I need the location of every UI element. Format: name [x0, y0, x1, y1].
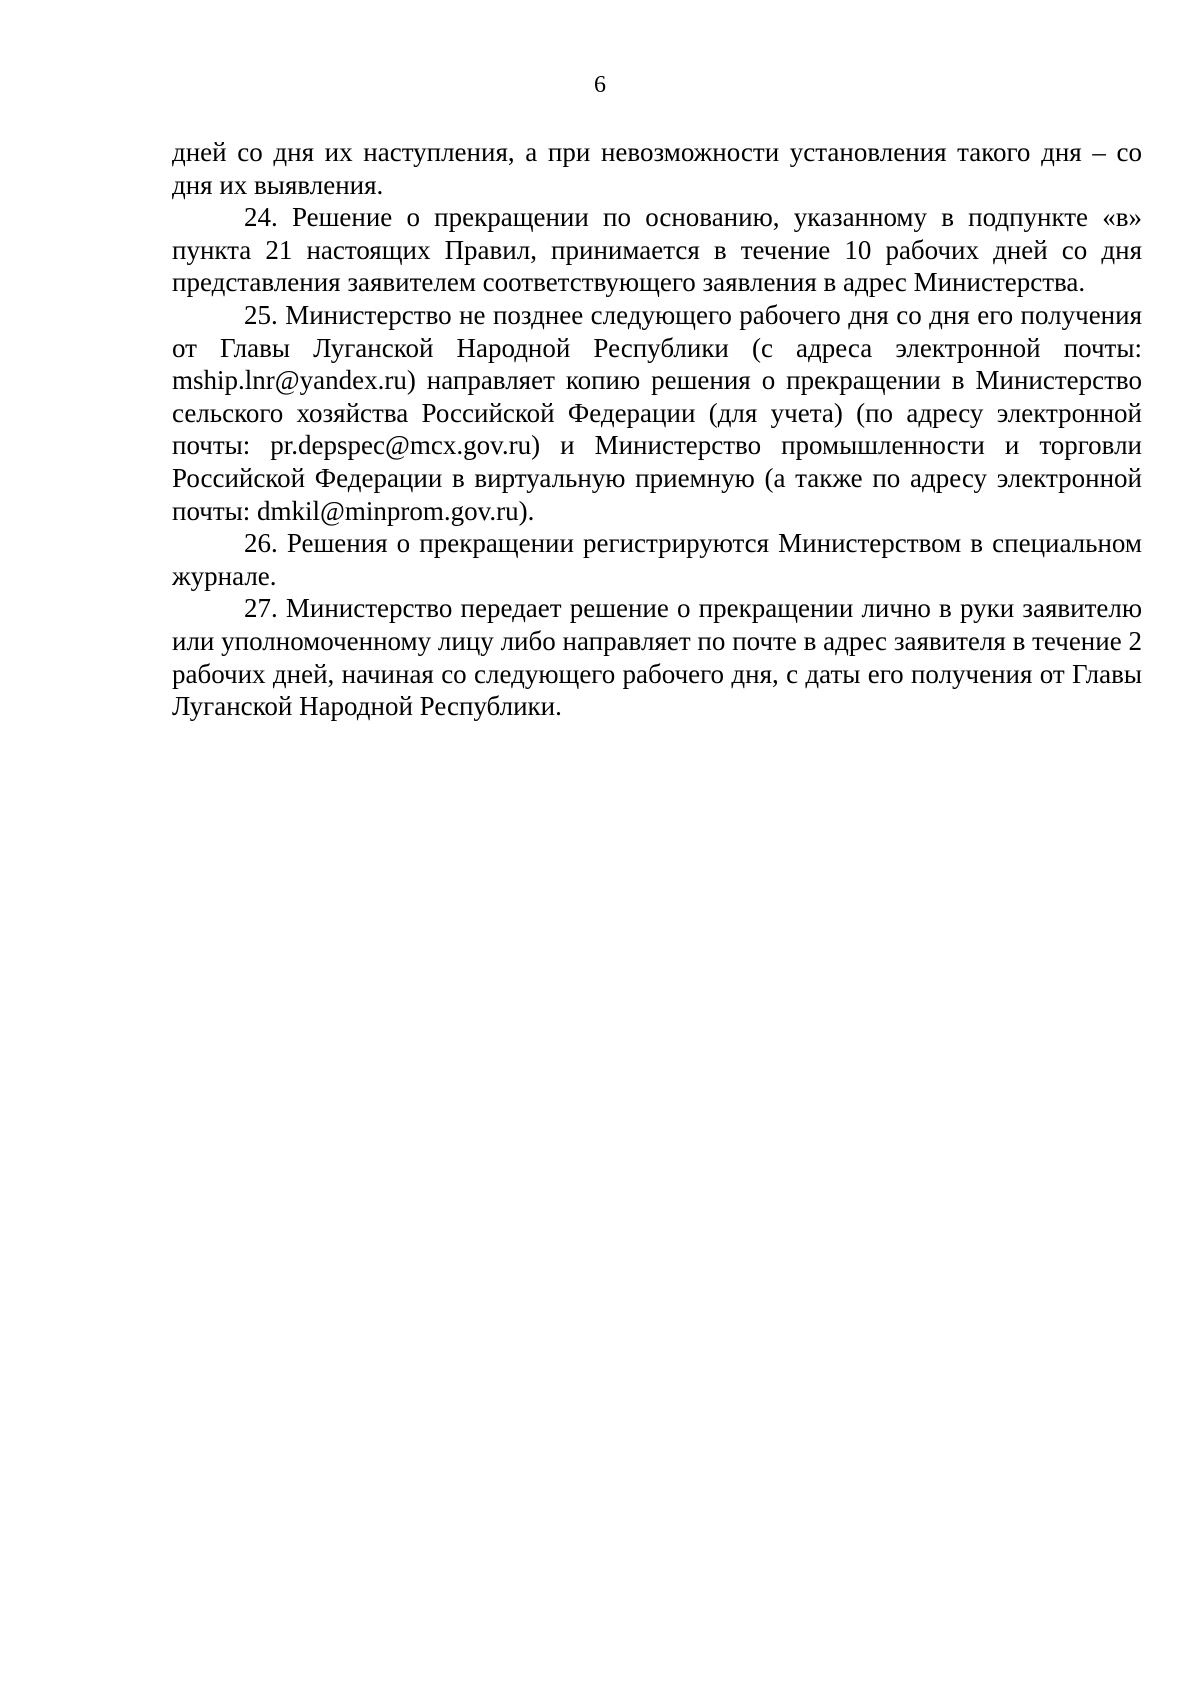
document-body: [172, 136, 1142, 723]
paragraph-24: 24. Решение о прекращении по основанию, указанному в подпункте «в» пункта 21 настоящих Правил, принимается в течение 10 рабочих дней со дня представления заявителем соответствующего заявления в адрес Министерства.: [172, 202, 1142, 298]
page-number: 6: [594, 72, 606, 98]
paragraph-26: 26. Решения о прекращении регистрируются Министерством в специальном журнале.: [172, 528, 1142, 591]
paragraph-27: 27. Министерство передает решение о прекращении лично в руки заявителю или уполномоченному лицу либо направляет по почте в адрес заявителя в течение 2 рабочих дней, начиная со следующего рабочего дня, с даты его получения от Главы Луганской Народной Республики.: [172, 593, 1142, 722]
paragraph-continuation: дней со дня их наступления, а при невозможности установления такого дня – со дня их выявления.: [172, 137, 1142, 200]
paragraph-25: 25. Министерство не позднее следующего рабочего дня со дня его получения от Главы Луганской Народной Республики (с адреса электронной почты: mship.lnr@yandex.ru) направляет копию решения о прекращении в Министерство сельского хозяйства Российской Федерации (для учета) (по адресу электронной почты: pr.depspec@mcx.gov.ru) и Министерство промышленности и торговли Российской Федерации в виртуальную приемную (а также по адресу электронной почты: dmkil@minprom.gov.ru).: [172, 299, 1142, 526]
